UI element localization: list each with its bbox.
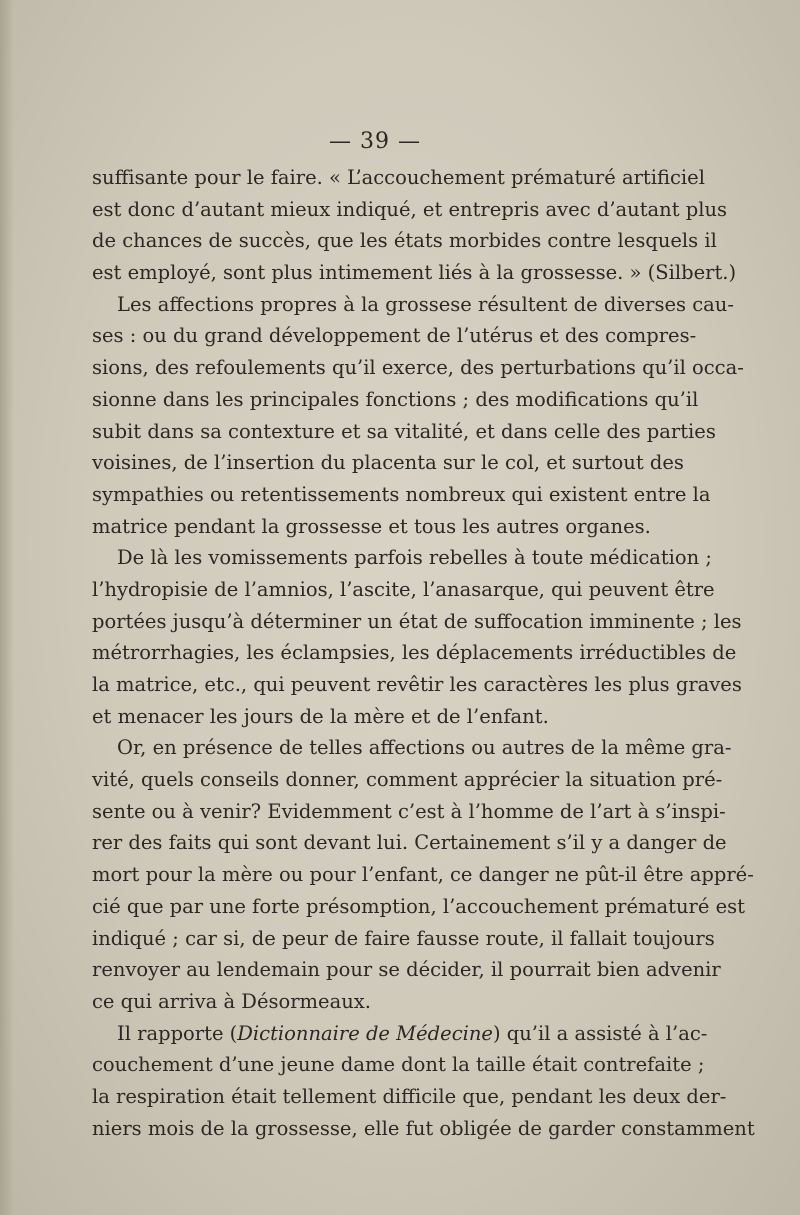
- text-line: ses : ou du grand développement de l’utérus et des compres-: [92, 324, 697, 348]
- text-line: sionne dans les principales fonctions ; des modifications qu’il: [92, 387, 699, 411]
- body-text: [92, 162, 755, 1144]
- text-line: est employé, sont plus intimement liés à la grossesse. » (Silbert.): [92, 261, 737, 285]
- text-line: la matrice, etc., qui peuvent revêtir les caractères les plus graves: [92, 673, 742, 696]
- text-line: portées jusqu’à déterminer un état de suffocation imminente ; les: [92, 609, 742, 633]
- text-line: sente ou à venir? Evidemment c’est à l’homme de l’art à s’inspi-: [92, 799, 726, 823]
- text-segment: ) qu’il a assisté à l’ac-: [492, 1021, 708, 1045]
- text-line: métrorrhagies, les éclampsies, les déplacements irréductibles de: [92, 641, 737, 665]
- page-number: — 39 —: [329, 129, 421, 154]
- text-line: sympathies ou retentissements nombreux qui existent entre la: [92, 482, 711, 506]
- text-line: est donc d’autant mieux indiqué, et entrepris avec d’autant plus: [92, 197, 728, 221]
- text-line: la respiration était tellement difficile que, pendant les deux der-: [92, 1084, 727, 1108]
- text-line: De là les vomissements parfois rebelles à toute médication ;: [117, 546, 712, 570]
- text-segment: Il rapporte (: [117, 1021, 238, 1045]
- text-line: indiqué ; car si, de peur de faire fausse route, il fallait toujours: [92, 926, 715, 950]
- text-line: subit dans sa contexture et sa vitalité, et dans celle des parties: [92, 419, 716, 443]
- text-line: voisines, de l’insertion du placenta sur le col, et surtout des: [92, 451, 684, 475]
- page-edge-shadow: [0, 0, 14, 1215]
- text-line: l’hydropisie de l’amnios, l’ascite, l’anasarque, qui peuvent être: [92, 577, 715, 601]
- text-line: Les affections propres à la grossese résultent de diverses cau-: [117, 292, 734, 316]
- text-line: couchement d’une jeune dame dont la taille était contrefaite ;: [92, 1053, 705, 1077]
- text-line: vité, quels conseils donner, comment apprécier la situation pré-: [92, 768, 723, 792]
- text-line: suffisante pour le faire. « L’accouchement prématuré artificiel: [92, 166, 705, 189]
- text-line: rer des faits qui sont devant lui. Certainement s’il y a danger de: [92, 831, 727, 855]
- text-line: renvoyer au lendemain pour se décider, il pourrait bien advenir: [92, 958, 721, 982]
- text-line: [92, 1018, 708, 1050]
- text-line: matrice pendant la grossesse et tous les autres organes.: [92, 514, 651, 538]
- text-line: mort pour la mère ou pour l’enfant, ce danger ne pût-il être appré-: [92, 863, 754, 887]
- text-line: et menacer les jours de la mère et de l’enfant.: [92, 704, 549, 728]
- text-line: Or, en présence de telles affections ou autres de la même gra-: [117, 736, 732, 760]
- text-line: ce qui arriva à Désormeaux.: [92, 989, 371, 1013]
- text-line: cié que par une forte présomption, l’accouchement prématuré est: [92, 894, 745, 918]
- text-line: de chances de succès, que les états morbides contre lesquels il: [92, 229, 717, 253]
- text-line: niers mois de la grossesse, elle fut obligée de garder constamment: [92, 1116, 755, 1140]
- book-title-reference: Dictionnaire de Médecine: [237, 1021, 493, 1045]
- text-line: sions, des refoulements qu’il exerce, des perturbations qu’il occa-: [92, 356, 744, 380]
